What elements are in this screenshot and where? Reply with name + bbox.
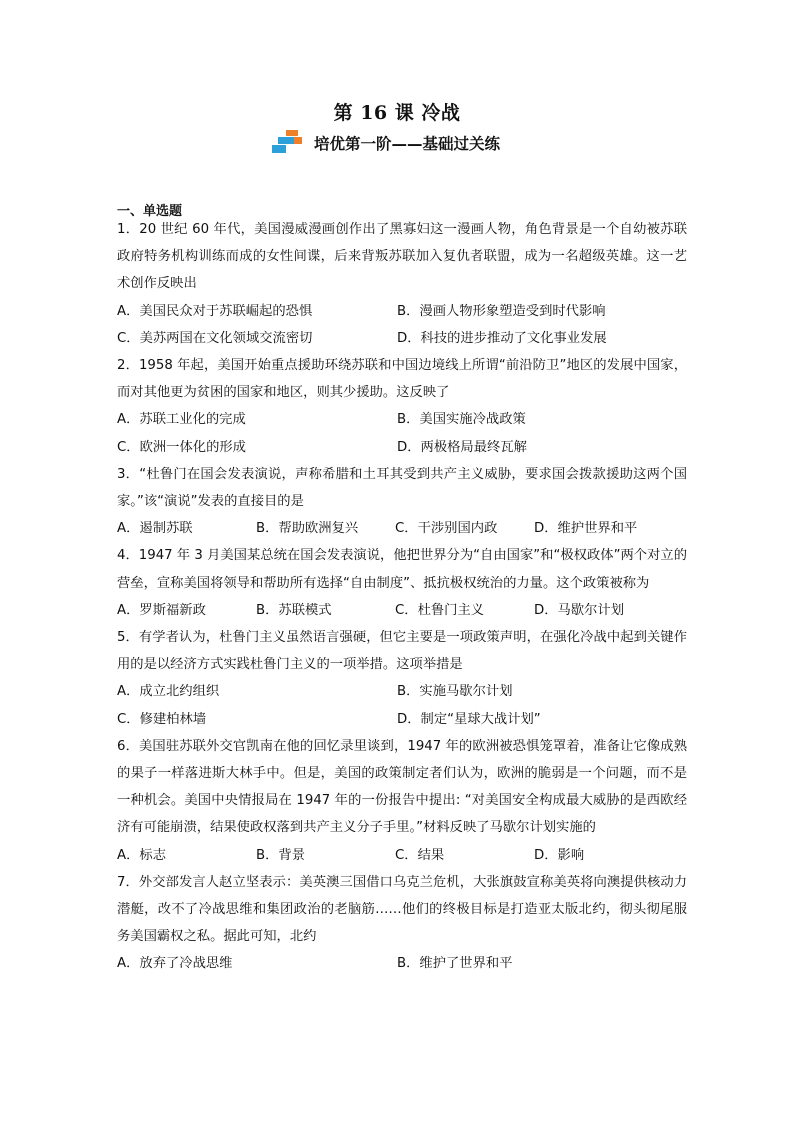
option-d: D．维护世界和平 [534, 521, 638, 537]
question-2 [117, 352, 687, 461]
option-c: C．欧洲一体化的形成 [117, 439, 246, 455]
question-stem: 4．1947 年 3 月美国某总统在国会发表演说，他把世界分为“自由国家”和“极权政体”两个对立的营垒，宣称美国将领导和帮助所有选择“自由制度”、抵抗极权统治的力量。这个政策被称为 [117, 548, 687, 591]
option-a: A．罗斯福新政 [117, 602, 206, 618]
option-b: B．背景 [256, 847, 306, 863]
option-b: B．帮助欧洲复兴 [256, 521, 359, 537]
option-c: C．修建柏林墙 [117, 711, 207, 727]
options-grid [117, 678, 687, 732]
options-grid [117, 298, 687, 352]
question-stem: 6．美国驻苏联外交官凯南在他的回忆录里谈到，1947 年的欧洲被恐惧笼罩着，准备让它像成熟的果子一样落进斯大林手中。但是，美国的政策制定者们认为，欧洲的脆弱是一个问题，而不是一种机会。美国中央情报局在 1947 年的一份报告中提出: “对美国安全构成最大威胁的是西欧经济有可能崩溃，结果使政权落到共产主义分子手里。”材料反映了马歇尔计划实施的 [117, 738, 687, 836]
subtitle-block [272, 128, 500, 158]
question-6 [117, 733, 687, 869]
option-d: D．马歇尔计划 [534, 602, 625, 618]
option-b: B．美国实施冷战政策 [397, 412, 526, 428]
question-stem: 3．“杜鲁门在国会发表演说，声称希腊和土耳其受到共产主义威胁，要求国会拨款援助这两个国家。”该“演说”发表的直接目的是 [117, 466, 687, 510]
stacked-blocks-logo-icon [272, 130, 308, 156]
question-7 [117, 869, 687, 978]
option-d: D．两极格局最终瓦解 [397, 439, 527, 455]
option-b: B．漫画人物形象塑造受到时代影响 [397, 303, 606, 319]
question-1 [117, 216, 687, 352]
options-row [117, 842, 687, 869]
page-title: 第 16 课 冷战 [333, 102, 461, 124]
option-c: C．干涉别国内政 [395, 521, 498, 537]
question-3 [117, 461, 687, 543]
option-a: A．美国民众对于苏联崛起的恐惧 [117, 303, 313, 319]
section-heading: 一、单选题 [117, 204, 183, 219]
question-5 [117, 624, 687, 733]
option-d: D．科技的进步推动了文化事业发展 [397, 330, 607, 346]
question-stem: 7．外交部发言人赵立坚表示：美英澳三国借口乌克兰危机，大张旗鼓宣称美英将向澳提供核动力潜艇，改不了冷战思维和集团政治的老脑筋……他们的终极目标是打造亚太版北约，彻头彻尾服务美国霸权之私。据此可知，北约 [117, 874, 687, 945]
option-a: A．成立北约组织 [117, 684, 220, 700]
option-c: C．杜鲁门主义 [395, 602, 485, 618]
option-b: B．维护了世界和平 [397, 956, 513, 972]
options-grid [117, 406, 687, 460]
option-a: A．放弃了冷战思维 [117, 956, 233, 972]
question-stem: 1．20 世纪 60 年代，美国漫威漫画创作出了黑寡妇这一漫画人物，角色背景是一个自幼被苏联政府特务机构训练而成的女性间谍，后来背叛苏联加入复仇者联盟，成为一名超级英雄。这一艺术创作反映出 [117, 222, 687, 292]
option-b: B．苏联模式 [256, 602, 332, 618]
options-row [117, 597, 687, 624]
option-a: A．遏制苏联 [117, 521, 193, 537]
option-a: A．标志 [117, 847, 166, 863]
page-subtitle: 培优第一阶——基础过关练 [314, 135, 501, 153]
options-grid [117, 950, 687, 977]
option-c: C．结果 [395, 847, 445, 863]
option-c: C．美苏两国在文化领域交流密切 [117, 330, 313, 346]
options-row [117, 515, 687, 542]
option-a: A．苏联工业化的完成 [117, 412, 246, 428]
option-d: D．制定“星球大战计划” [397, 711, 541, 727]
option-d: D．影响 [534, 847, 585, 863]
question-stem: 2．1958 年起，美国开始重点援助环绕苏联和中国边境线上所谓“前沿防卫”地区的发展中国家，而对其他更为贫困的国家和地区，则其少援助。这反映了 [117, 358, 687, 401]
question-stem: 5．有学者认为，杜鲁门主义虽然语言强硬，但它主要是一项政策声明，在强化冷战中起到关键作用的是以经济方式实践杜鲁门主义的一项举措。这项举措是 [117, 630, 687, 673]
option-b: B．实施马歇尔计划 [397, 684, 513, 700]
question-4 [117, 542, 687, 624]
question-list [117, 216, 687, 978]
